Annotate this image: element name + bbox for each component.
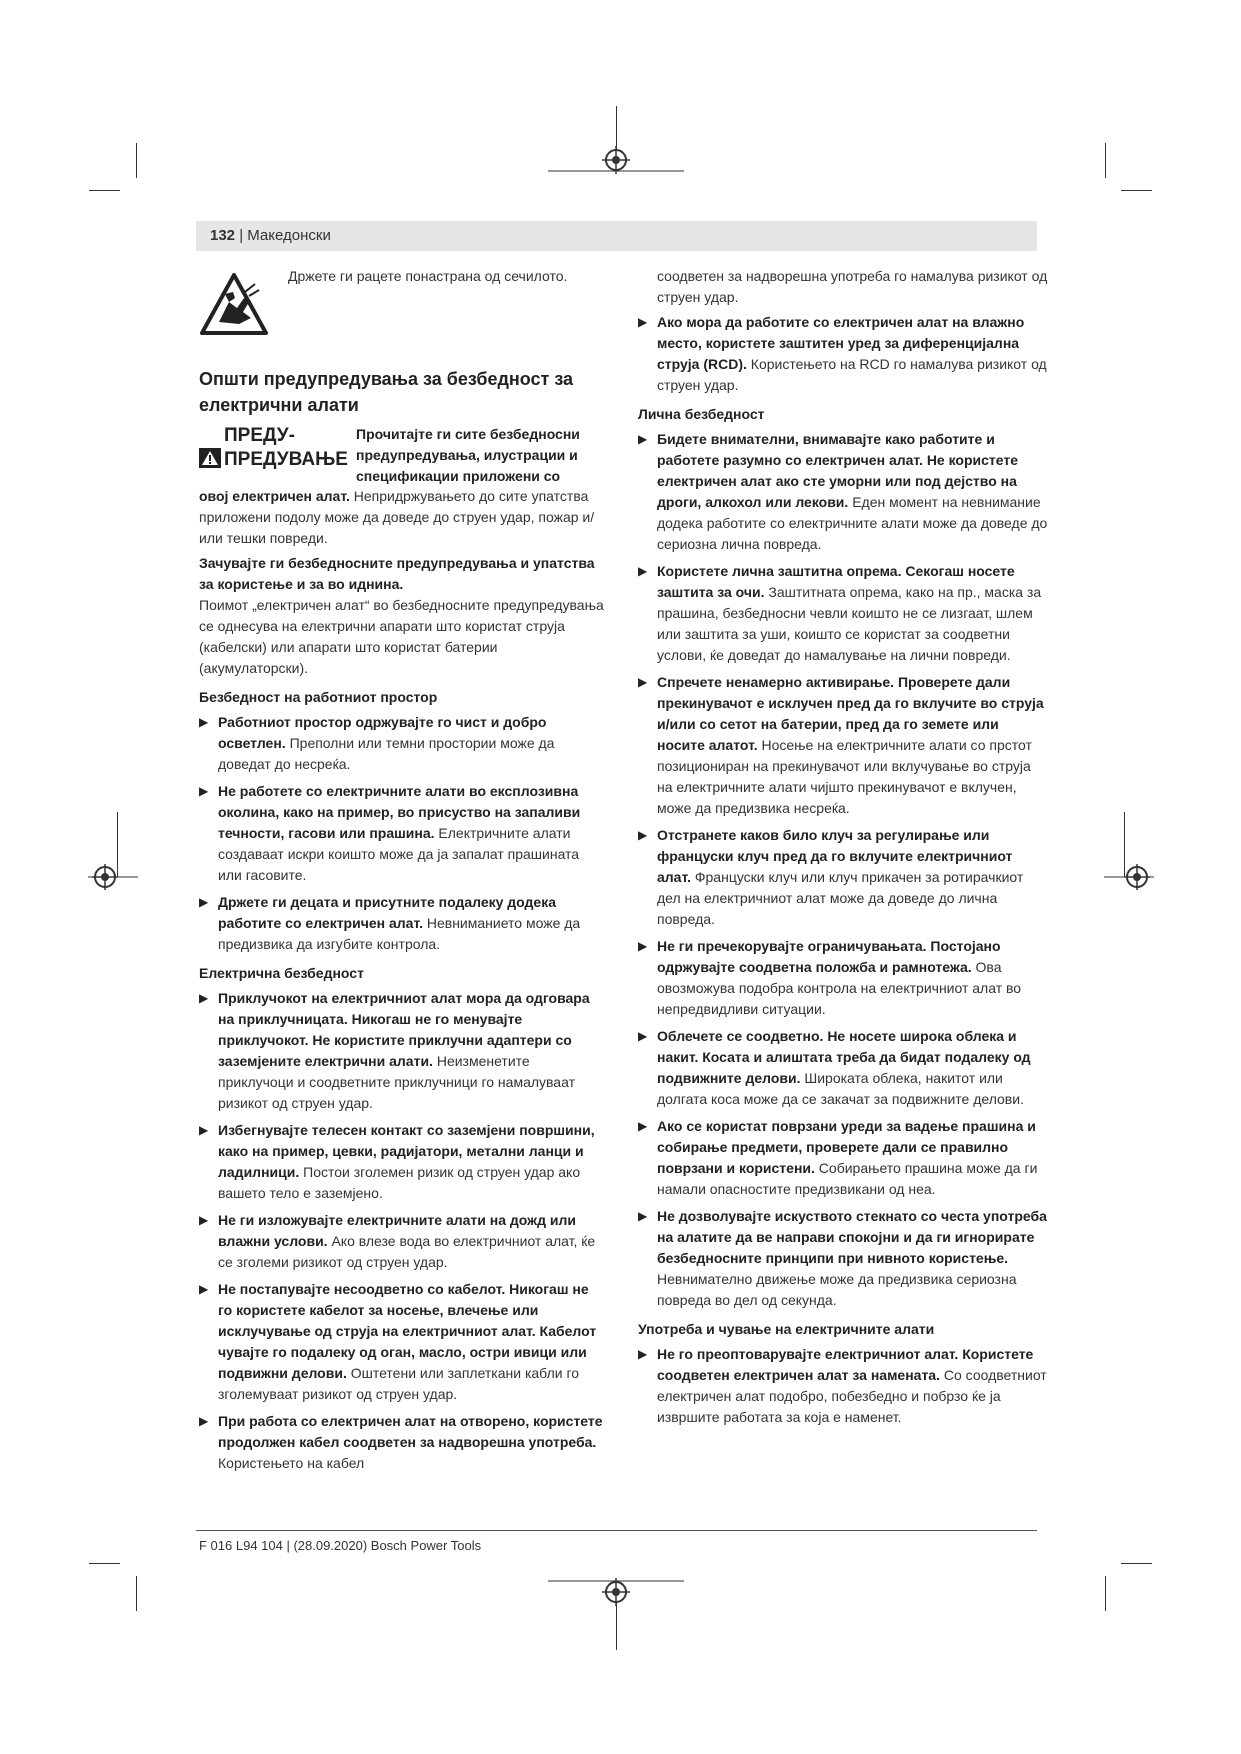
list-item: ▶ Не постапувајте несоодветно со кабелот. Никогаш не го користете кабелот за носење, влечење или исклучување од струја на електричниот алат. Кабелот чувајте го подалеку од оган, масло, остри ивици или подвижни делови. Оштетени или заплеткани кабли го зголемуваат ризикот од струен удар. <box>199 1281 597 1402</box>
list-item: ▶ Ако мора да работите со електричен алат на влажно место, користете заштитен уред за диференцијална струја (RCD). Користењето на RCD го намалува ризикот од струен удар. <box>638 314 1047 393</box>
section-title-electrical: Електрична безбедност <box>199 965 364 981</box>
registration-mark-icon <box>88 862 138 892</box>
page-number: 132 <box>210 227 236 244</box>
list-item: ▶ Бидете внимателни, внимавајте како работите и работете разумно со електричен алат. Не користете електричен алат ако сте уморни или под дејство на дроги, алкохол или лекови. Еден момент на невнимание додека работите со електричните алати може да доведе до сериозна лична повреда. <box>638 431 1048 552</box>
section-title-workplace: Безбедност на работниот простор <box>199 689 438 705</box>
registration-mark-icon <box>548 142 684 178</box>
list-item: ▶ Не работете со електричните алати во експлозивна околина, како на пример, во присуство на запаливи течности, гасови или прашина. Електричните алати создаваат искри коишто може да ја запалат прашината или гасовите. <box>199 783 581 883</box>
bullet-icon: ▶ <box>638 1209 648 1223</box>
bullet-icon: ▶ <box>199 991 209 1005</box>
list-electrical <box>199 988 604 1474</box>
section-title-use-care: Употреба и чување на електричните алати <box>638 1321 935 1337</box>
crop-mark <box>1105 1576 1106 1611</box>
list-item: ▶ Не го преоптоварувајте електричниот алат. Користете соодветен електричен алат за намената. Со соодветниот електричен алат подобро, побезбедно и побрзо ќе ја извршите работата за која е наменет. <box>638 1346 1047 1425</box>
bullet-icon: ▶ <box>638 1119 648 1133</box>
crop-mark <box>136 1576 137 1611</box>
term-definition: Поимот „електричен алат“ во безбедносните предупредувања се однесува на електрични апарати што користат струја (кабелски) или апарати што користат батерии (акумулаторски). <box>199 597 604 676</box>
crop-mark <box>89 190 120 191</box>
list-item: ▶ Работниот простор одржувајте го чист и добро осветлен. Преполни или темни простории може да доведат до несреќа. <box>199 714 555 772</box>
list-use-care <box>638 1344 1048 1428</box>
bullet-icon: ▶ <box>199 715 209 729</box>
bullet-icon: ▶ <box>638 1029 648 1043</box>
footer-rule <box>196 1530 1037 1531</box>
continuation-text: соодветен за надворешна употреба го намалува ризикот од струен удар. <box>657 268 1048 305</box>
list-item: ▶ Спречете ненамерно активирање. Проверете дали прекинувачот е исклучен пред да го вклучите во струја и/или со сетот на батерии, пред да го земете или носите алатот. Носење на електричните алати со прстот позициониран на прекинувачот или вклучување во струја на електричните алати чијшто прекинувачот е вклучен, може да предизвика несреќа. <box>638 674 1044 816</box>
main-title: Општи предупредувања за безбедност за електрични алати <box>199 369 574 415</box>
bullet-icon: ▶ <box>638 939 648 953</box>
list-item: ▶ Облечете се соодветно. Не носете широка облека и накит. Косата и алиштата треба да бидат подалеку од подвижните делови. Широката облека, накитот или долгата коса може да се закачат за подвижните делови. <box>638 1028 1031 1107</box>
crop-mark <box>1121 1563 1152 1564</box>
list-item: ▶ Приклучокот на електричниот алат мора да одговара на приклучницата. Никогаш не го менувајте приклучокот. Не користите приклучни адаптери со заземјените електрични алати. Неизменетите приклучоци и соодветните приклучници го намалуваат ризикот од струен удар. <box>199 990 590 1111</box>
list-item: ▶ Не дозволувајте искуството стекнато со честа употреба на алатите да ве направи спокојни и да ги игнорирате безбедносните принципи при нивното користење. Невнимателно движење може да предизвика сериозна повреда во дел од секунда. <box>638 1208 1047 1308</box>
crop-mark <box>1105 143 1106 178</box>
bullet-icon: ▶ <box>199 1123 209 1137</box>
warning-block <box>199 424 604 486</box>
page-footer: F 016 L94 104 | (28.09.2020) Bosch Power Tools <box>199 1538 482 1553</box>
list-workplace <box>199 712 604 955</box>
bullet-icon: ▶ <box>199 1213 209 1227</box>
section-title-personal: Лична безбедност <box>638 406 765 422</box>
crop-mark <box>136 143 137 178</box>
crop-mark <box>89 1563 120 1564</box>
list-item: ▶ Не ги изложувајте електричните алати на дожд или влажни услови. Ако влезе вода во електричниот алат, ќе се зголеми ризикот од струен удар. <box>199 1212 596 1270</box>
list-item: ▶ Избегнувајте телесен контакт со заземјени површини, како на пример, цевки, радијатори, метални ланци и ладилници. Постои зголемен ризик од струен удар ако вашето тело е заземјено. <box>199 1122 595 1201</box>
registration-mark-icon <box>1104 862 1154 892</box>
icon-caption: Држете ги рацете понастрана од сечилото. <box>288 268 568 284</box>
list-item: ▶ Држете ги децата и присутните подалеку додека работите со електричен алат. Невниманието може да предизвика да изгубите контрола. <box>199 894 581 952</box>
right-column <box>638 266 1048 1434</box>
bullet-icon: ▶ <box>638 315 648 329</box>
bullet-icon: ▶ <box>199 784 209 798</box>
list-personal <box>638 429 1048 1311</box>
list-item: ▶ Ако се користат поврзани уреди за вадење прашина и собирање предмети, проверете дали се правилно поврзани и користени. Собирањето прашина може да ги намали опасностите предизвикани од неа. <box>638 1118 1038 1197</box>
bullet-icon: ▶ <box>199 1414 209 1428</box>
hand-warning-block <box>199 266 604 354</box>
warning-word-text: ПРЕДУ- ПРЕДУВАЊЕ <box>224 425 348 470</box>
list-item: ▶ Користете лична заштитна опрема. Секогаш носете заштита за очи. Заштитната опрема, како на пр., маска за прашина, безбедносни чевли коишто не се лизгаат, шлем или заштита за уши, коишто се користат за соодветни услови, ќе доведат до намалување на лични повреди. <box>638 563 1042 663</box>
list-item: ▶ При работа со електричен алат на отворено, користете продолжен кабел соодветен за надворешна употреба. Користењето на кабел <box>199 1413 603 1471</box>
header-language: Македонски <box>247 227 331 244</box>
bullet-icon: ▶ <box>638 432 648 446</box>
keep-instructions: Зачувајте ги безбедносните предупредувања и упатства за користење и за во иднина. <box>199 555 595 592</box>
warning-text: Непридржувањето до сите упатства приложени подолу може да доведе до струен удар, пожар и/или тешки повреди. <box>199 488 595 546</box>
list-item: ▶ Отстранете каков било клуч за регулирање или француски клуч пред да го вклучите електричниот алат. Француски клуч или клуч прикачен за ротирачкиот дел на електричниот алат може да доведе до лична повреда. <box>638 827 1024 927</box>
page-header: 132 | Македонски <box>210 227 331 244</box>
left-column <box>199 266 604 1480</box>
crop-mark <box>1121 190 1152 191</box>
bullet-icon: ▶ <box>638 675 648 689</box>
warning-lead: Прочитајте ги сите безбедносни предупредувања, илустрации и спецификации приложени со <box>356 426 580 484</box>
list-item: ▶ Не ги пречекорувајте ограничувањата. Постојано одржувајте соодветна положба и рамнотежа. Ова овозможува подобра контрола на електричниот алат во непредвидливи ситуации. <box>638 938 1022 1017</box>
bullet-icon: ▶ <box>638 1347 648 1361</box>
bullet-icon: ▶ <box>638 564 648 578</box>
warning-word <box>199 424 348 472</box>
bullet-icon: ▶ <box>199 895 209 909</box>
warning-lead-cont: овој електричен алат. <box>199 488 350 504</box>
registration-mark-icon <box>548 1574 684 1610</box>
bullet-icon: ▶ <box>638 828 648 842</box>
bullet-icon: ▶ <box>199 1282 209 1296</box>
hand-blade-warning-icon <box>199 272 269 336</box>
warning-triangle-icon <box>199 448 221 468</box>
